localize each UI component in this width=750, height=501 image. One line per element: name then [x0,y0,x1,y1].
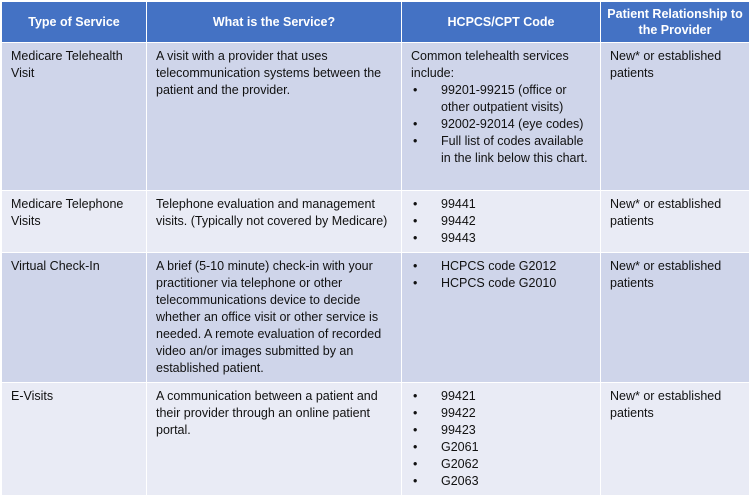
service-type-cell: E-Visits [2,383,147,496]
code-cell [402,383,601,496]
code-intro: Common telehealth services include: [411,49,569,80]
code-item: • HCPCS code G2012 [411,258,591,275]
service-type-cell: Virtual Check-In [2,253,147,383]
header-hcpcs-code: HCPCS/CPT Code [402,2,601,43]
header-type-of-service: Type of Service [2,2,147,43]
code-item: • 92002-92014 (eye codes) [411,116,591,133]
code-item: • Full list of codes available in the link below this chart. [411,133,591,167]
relationship-cell: New* or established patients [601,253,750,383]
relationship-cell: New* or established patients [601,191,750,253]
service-description-cell: A brief (5-10 minute) check-in with your practitioner via telephone or other telecommunications device to decide whether an office visit or other service is needed. A remote evaluation of recorded video an/or images submitted by an established patient. [147,253,402,383]
table-row [2,253,750,383]
code-item: • G2062 [411,456,591,473]
code-item: • 99423 [411,422,591,439]
header-row [2,2,750,43]
service-type-cell: Medicare Telephone Visits [2,191,147,253]
relationship-cell: New* or established patients [601,43,750,191]
code-item: • 99201-99215 (office or other outpatient visits) [411,82,591,116]
header-patient-relationship: Patient Relationship to the Provider [601,2,750,43]
code-item: • HCPCS code G2010 [411,275,591,292]
service-type-cell: Medicare Telehealth Visit [2,43,147,191]
services-table [1,1,750,496]
service-description-cell: A communication between a patient and their provider through an online patient portal. [147,383,402,496]
table-row [2,191,750,253]
service-description-cell: Telephone evaluation and management visits. (Typically not covered by Medicare) [147,191,402,253]
code-item: • 99443 [411,230,591,247]
code-list [411,258,591,292]
code-list [411,388,591,490]
code-item: • 99422 [411,405,591,422]
code-cell [402,43,601,191]
table-row [2,43,750,191]
code-item: • 99441 [411,196,591,213]
code-item: • G2063 [411,473,591,490]
code-item: • G2061 [411,439,591,456]
code-item: • 99421 [411,388,591,405]
code-cell [402,191,601,253]
code-list [411,196,591,247]
code-item: • 99442 [411,213,591,230]
table-row [2,383,750,496]
relationship-cell: New* or established patients [601,383,750,496]
code-list [411,82,591,167]
code-cell [402,253,601,383]
header-what-is-service: What is the Service? [147,2,402,43]
service-description-cell: A visit with a provider that uses telecommunication systems between the patient and the provider. [147,43,402,191]
